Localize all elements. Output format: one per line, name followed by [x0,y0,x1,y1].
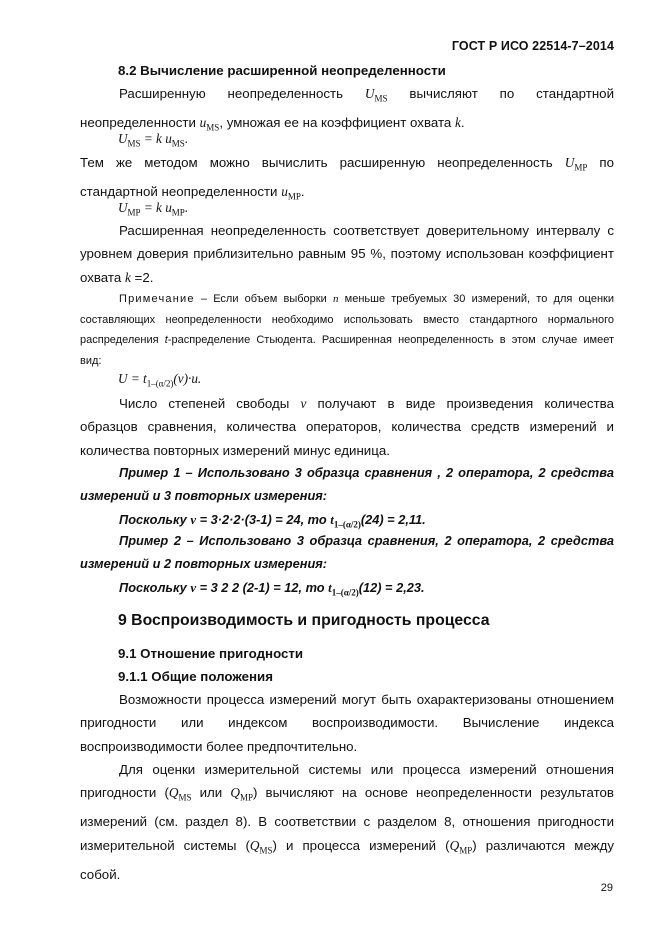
text-line: Пример 2 – Использовано 3 образца сравнения, 2 оператора, 2 средства [119,533,614,548]
text-line: охвата k =2. [80,269,154,285]
text-line: образцов сравнения, количества операторов, количества средств измерений и [80,419,614,435]
text-line: Поскольку ν = 3·2·2·(3-1) = 24, то $t_{1-(\alpha/2)}(24) = 2,11$. [119,511,426,530]
text-line: собой. [80,866,121,882]
example-2 [80,529,614,605]
text-line: Пример 1 – Использовано 3 образца сравнения , 2 оператора, 2 средства [119,465,614,480]
note-label: Примечание [119,293,195,305]
text-line: Возможности процесса измерений могут быть охарактеризованы отношением [119,692,614,707]
paragraph-degrees-of-freedom [80,392,614,462]
text-line: распределения t-распределение Стьюдента. Расширенная неопределенность в этом случае имеет [80,334,615,347]
text-line: Примечание – Если объем выборки n меньше требуемых 30 измерений, то для оценки [119,293,614,305]
note-block [80,289,614,371]
text-line: вид: [80,354,102,367]
section-8-2-title: 8.2 Вычисление расширенной неопределенности [118,63,446,78]
formula-ump: $U_{MP} = k$ $u_{MP}$. [118,200,189,218]
text-line: Число степеней свободы ν получают в виде произведения количества [119,396,614,411]
text-line: уровнем доверия приблизительно равным 95 %, поэтому использован коэффициент [80,246,614,262]
text-line: измерений (см. раздел 8). В соответствии с разделом 8, отношения пригодности [80,814,614,830]
text-line: пригодности ($Q_{MS}$ или $Q_{MP}$) вычисляют на основе неопределенности результатов [80,785,614,804]
text-line: измерительной системы $(Q_{MS})$ и процесса измерений $(Q_{MP})$ различаются между [80,837,614,856]
example-1 [80,461,614,537]
text-line: Расширенная неопределенность соответствует доверительному интервалу с [119,223,614,238]
text-line: Поскольку ν = 3 2 2 (2-1) = 12, то $t_{1-(\alpha/2)}(12) = 2,23$. [119,579,425,598]
paragraph-capability [80,688,614,758]
text-line: Расширенную неопределенность $U_{MS}$ вычисляют по стандартной [119,86,615,104]
text-line: воспроизводимости более предпочтительно. [80,738,358,754]
text-line: количества повторных измерений минус единица. [80,442,390,458]
text-line: стандартной неопределенности $u_{MP}$. [80,184,305,202]
text-line: Тем же методом можно вычислить расширенную неопределенность $U_{MP}$ по [80,155,614,173]
text-line: Для оценки измерительной системы или процесса измерений отношения [119,762,614,777]
formula-student: $U = t_{1-(\alpha/2)}(\nu)\cdot u$. [118,371,202,389]
standard-header: ГОСТ Р ИСО 22514-7–2014 [451,39,614,53]
text-line: измерений и 2 повторных измерения: [80,556,328,572]
text-line: пригодности или индексом воспроизводимости. Вычисление индекса [80,715,614,731]
paragraph-capability-ratio [80,758,614,886]
paragraph-coverage [80,219,614,289]
section-9-title: 9 Воспроизводимость и пригодность процесса [118,612,490,629]
section-9-1-title: 9.1 Отношение пригодности [118,646,304,661]
text-line: составляющих неопределенности необходимо использовать вместо стандартного нормального [80,313,614,326]
text-line: неопределенности $u_{MS}$, умножая ее на коэффициент охвата k. [80,115,465,133]
section-9-1-1-title: 9.1.1 Общие положения [118,669,273,684]
page-number: 29 [600,882,613,894]
text-line: измерений и 3 повторных измерения: [80,488,328,504]
formula-ums: $U_{MS} = k$ $u_{MS}$. [118,131,189,149]
